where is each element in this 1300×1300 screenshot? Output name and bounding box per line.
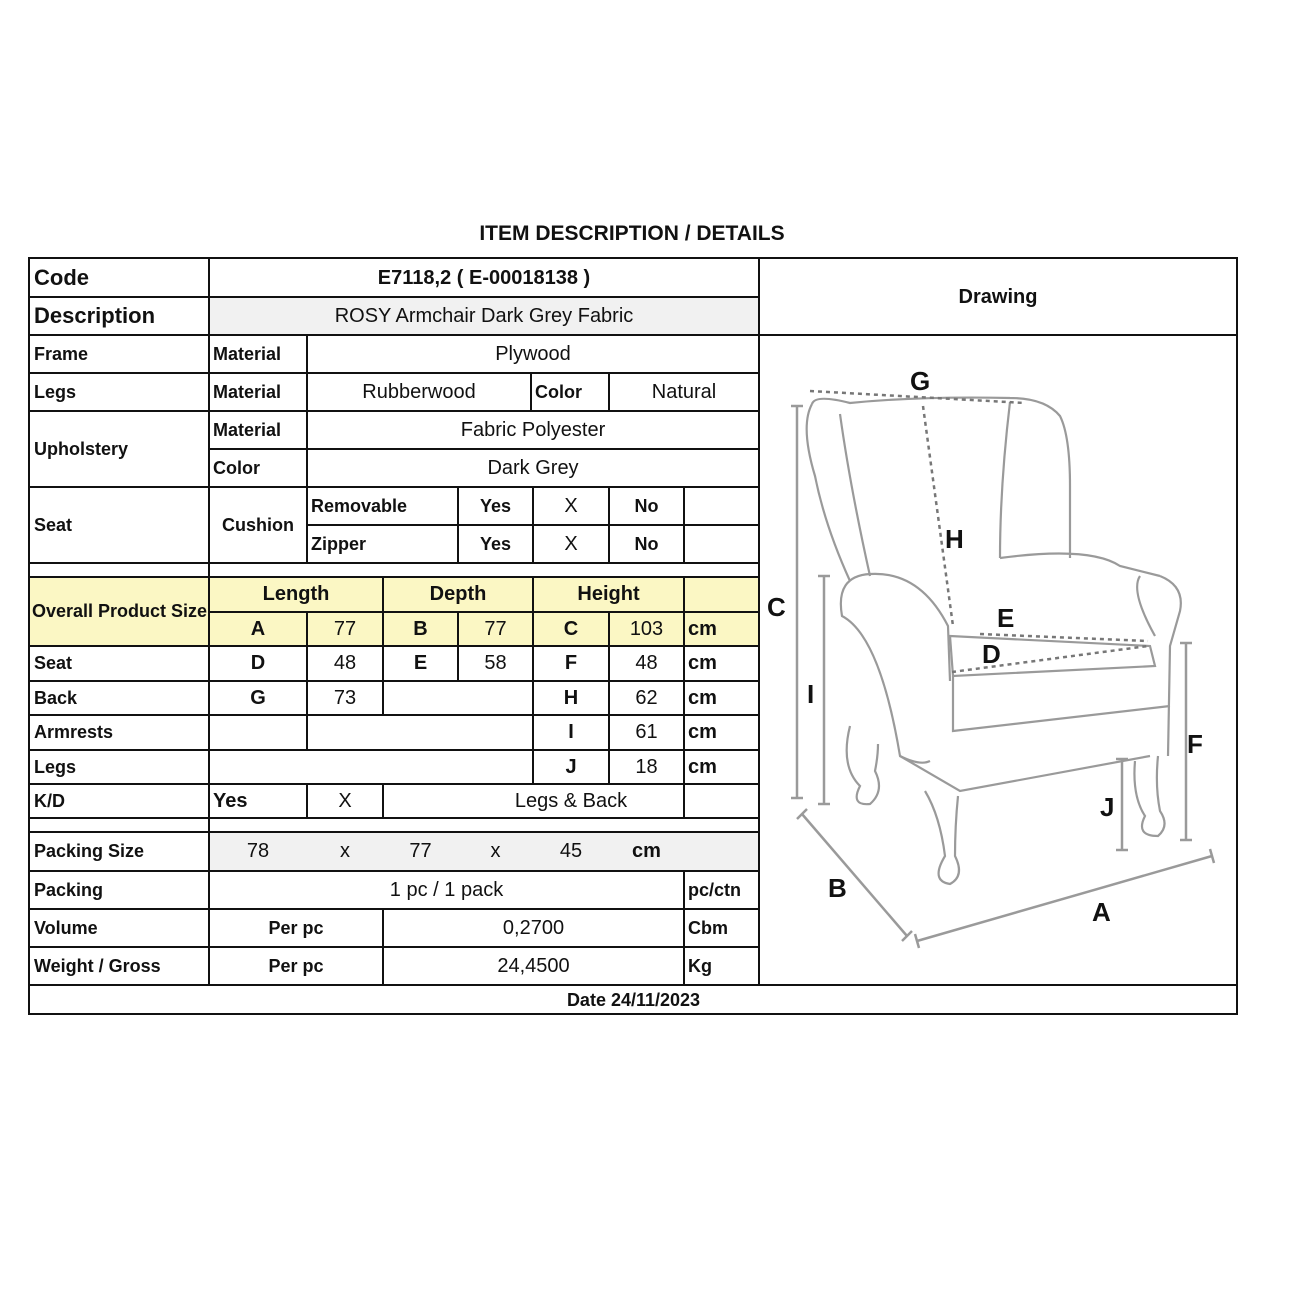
upholstery-material: Fabric Polyester — [460, 418, 606, 441]
weight-label: Weight / Gross — [34, 955, 161, 976]
drawing-label: Drawing — [958, 285, 1038, 308]
letter-d: D — [982, 639, 1001, 669]
packing-size-label: Packing Size — [34, 841, 145, 861]
weight-per: Per pc — [268, 955, 324, 976]
code-value: E7118,2 ( E-00018138 ) — [377, 266, 591, 289]
legs-unit: cm — [688, 755, 717, 778]
legs-color: Natural — [651, 380, 717, 403]
removable-no: No — [634, 495, 659, 516]
description-label: Description — [34, 303, 156, 328]
volume-label: Volume — [34, 917, 98, 938]
date: Date 24/11/2023 — [566, 989, 701, 1010]
back-h-letter: H — [563, 686, 579, 709]
back-h-value: 62 — [635, 686, 658, 709]
legs-dims-label: Legs — [34, 756, 77, 777]
armrests-i-value: 61 — [635, 721, 658, 743]
overall-c-value: 103 — [629, 617, 664, 640]
packing-label: Packing — [34, 879, 104, 900]
document-title: ITEM DESCRIPTION / DETAILS — [479, 222, 785, 245]
kd-value: Yes — [213, 789, 248, 812]
packing-size-unit: cm — [632, 840, 661, 862]
back-g-value: 73 — [333, 686, 357, 709]
letter-j: J — [1100, 792, 1115, 822]
cushion-label: Cushion — [222, 514, 294, 535]
description-value: ROSY Armchair Dark Grey Fabric — [334, 304, 634, 327]
packing-x2: x — [490, 840, 501, 862]
upholstery-color: Dark Grey — [487, 456, 579, 479]
back-dims-label: Back — [34, 687, 78, 708]
overall-c-letter: C — [563, 617, 579, 640]
legs-j-value: 18 — [635, 755, 658, 778]
zipper-yes: Yes — [479, 533, 512, 554]
seat-f-value: 48 — [635, 652, 658, 674]
overall-b-value: 77 — [484, 617, 507, 640]
packing-length: 78 — [246, 840, 270, 862]
seat-e-letter: E — [413, 652, 428, 674]
upholstery-material-label: Material — [213, 419, 282, 440]
letter-a: A — [1092, 897, 1111, 927]
weight-value: 24,4500 — [497, 954, 570, 977]
letter-c: C — [767, 592, 786, 622]
volume-value: 0,2700 — [502, 916, 565, 939]
letter-h: H — [945, 524, 964, 554]
depth-header: Depth — [429, 583, 487, 605]
upholstery-color-label: Color — [213, 457, 260, 478]
letter-e: E — [997, 603, 1015, 633]
packing-width: 77 — [409, 840, 432, 862]
armchair-drawing — [760, 336, 1237, 984]
seat-label: Seat — [34, 514, 73, 535]
letter-b: B — [828, 873, 847, 903]
seat-f-letter: F — [564, 652, 578, 674]
letter-i: I — [807, 679, 815, 709]
removable-label: Removable — [311, 495, 408, 516]
volume-unit: Cbm — [688, 917, 728, 938]
letter-f: F — [1187, 729, 1203, 759]
seat-d-value: 48 — [333, 652, 357, 674]
kd-mark: X — [338, 789, 352, 812]
code-label: Code — [34, 265, 89, 290]
length-header: Length — [262, 583, 330, 605]
seat-unit: cm — [688, 652, 717, 674]
overall-size-label: Overall Product Size — [31, 601, 208, 621]
zipper-no: No — [634, 533, 659, 554]
armrests-i-letter: I — [568, 721, 574, 743]
overall-a-letter: A — [250, 617, 266, 640]
height-header: Height — [577, 583, 640, 605]
frame-label: Frame — [34, 343, 89, 364]
packing-height: 45 — [559, 840, 583, 862]
weight-unit: Kg — [688, 955, 712, 976]
legs-color-label: Color — [535, 381, 582, 402]
seat-d-letter: D — [250, 652, 266, 674]
overall-b-letter: B — [413, 617, 428, 640]
frame-material: Plywood — [495, 342, 571, 365]
removable-mark: X — [564, 494, 578, 517]
back-unit: cm — [688, 686, 717, 709]
packing-unit: pc/ctn — [688, 879, 742, 900]
upholstery-label: Upholstery — [34, 438, 129, 459]
legs-material: Rubberwood — [362, 380, 476, 403]
frame-material-label: Material — [213, 343, 282, 364]
legs-j-letter: J — [565, 755, 577, 778]
volume-per: Per pc — [268, 917, 324, 938]
seat-dims-label: Seat — [34, 653, 73, 673]
overall-unit: cm — [688, 617, 717, 640]
letter-g: G — [910, 366, 931, 396]
zipper-mark: X — [564, 532, 578, 555]
zipper-label: Zipper — [311, 533, 367, 554]
removable-yes: Yes — [479, 495, 512, 516]
armrests-dims-label: Armrests — [34, 722, 114, 742]
armrests-unit: cm — [688, 721, 717, 743]
packing-value: 1 pc / 1 pack — [389, 878, 504, 901]
seat-e-value: 58 — [484, 652, 507, 674]
overall-a-value: 77 — [333, 617, 357, 640]
kd-parts: Legs & Back — [514, 789, 628, 812]
spec-sheet — [28, 257, 1238, 1015]
legs-label: Legs — [34, 381, 77, 402]
packing-x1: x — [340, 840, 350, 862]
legs-material-label: Material — [213, 381, 282, 402]
back-g-letter: G — [250, 686, 266, 709]
kd-label: K/D — [34, 790, 65, 811]
